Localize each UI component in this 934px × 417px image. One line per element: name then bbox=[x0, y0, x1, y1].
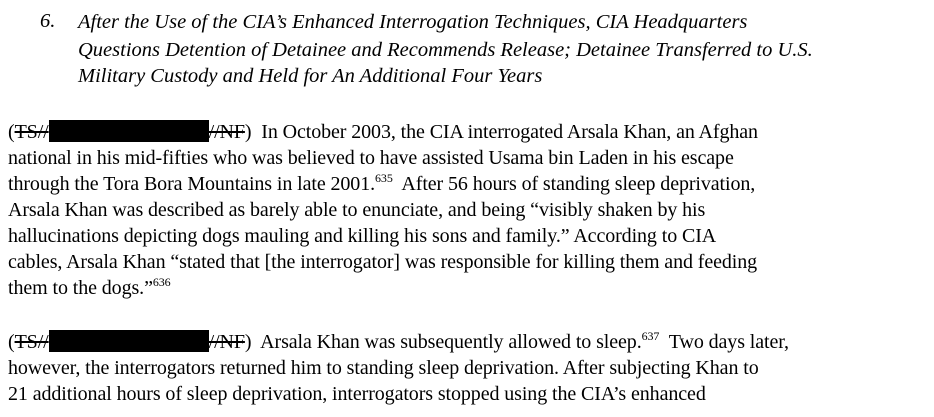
footnote-ref-637: 637 bbox=[641, 329, 660, 343]
paragraph-1-text: In October 2003, the CIA interrogated Arsala Khan, an Afghan bbox=[261, 121, 758, 143]
paragraph-2-line-2: however, the interrogators returned him to standing sleep deprivation. After subjecting Khan to bbox=[8, 357, 759, 379]
classification-open: ( bbox=[8, 331, 15, 353]
classification-ts: TS// bbox=[14, 331, 49, 353]
footnote-ref-636: 636 bbox=[152, 275, 171, 289]
section-heading-line-2: Questions Detention of Detainee and Recommends Release; Detainee Transferred to U.S. bbox=[78, 39, 813, 61]
paragraph-1-line-2: national in his mid-fifties who was believed to have assisted Usama bin Laden in his escape bbox=[8, 147, 734, 169]
classification-close: ) bbox=[244, 331, 252, 353]
paragraph-1-text: through the Tora Bora Mountains in late 2001. bbox=[8, 173, 376, 195]
classification-close: ) bbox=[244, 121, 252, 143]
paragraph-1-text: them to the dogs.” bbox=[8, 277, 153, 299]
classification-nf: //NF bbox=[208, 121, 245, 143]
paragraph-1-line-4: Arsala Khan was described as barely able to enunciate, and being “visibly shaken by his bbox=[8, 199, 706, 221]
paragraph-1-line-5: hallucinations depicting dogs mauling and killing his sons and family.” According to CIA bbox=[8, 225, 717, 247]
paragraph-2-line-1 bbox=[8, 330, 789, 354]
paragraph-2-line-3: 21 additional hours of sleep deprivation, interrogators stopped using the CIA’s enhanced bbox=[8, 383, 706, 405]
section-number: 6. bbox=[40, 10, 56, 32]
classification-ts: TS// bbox=[14, 121, 49, 143]
redaction-block bbox=[49, 330, 209, 352]
paragraph-2-text: Arsala Khan was subsequently allowed to sleep. bbox=[260, 331, 642, 353]
paragraph-1-line-1 bbox=[8, 120, 758, 144]
paragraph-1-line-6: cables, Arsala Khan “stated that [the interrogator] was responsible for killing them and feeding bbox=[8, 251, 758, 273]
section-heading-line-1: After the Use of the CIA’s Enhanced Interrogation Techniques, CIA Headquarters bbox=[78, 11, 748, 33]
paragraph-1-line-3 bbox=[8, 172, 755, 196]
section-heading-line-3: Military Custody and Held for An Additional Four Years bbox=[78, 65, 543, 87]
classification-nf: //NF bbox=[208, 331, 245, 353]
redaction-block bbox=[49, 120, 209, 142]
classification-open: ( bbox=[8, 121, 15, 143]
paragraph-1-line-7 bbox=[8, 276, 171, 300]
footnote-ref-635: 635 bbox=[375, 171, 393, 185]
paragraph-1-text: After 56 hours of standing sleep deprivation, bbox=[401, 173, 756, 195]
paragraph-2-text: Two days later, bbox=[668, 331, 789, 353]
